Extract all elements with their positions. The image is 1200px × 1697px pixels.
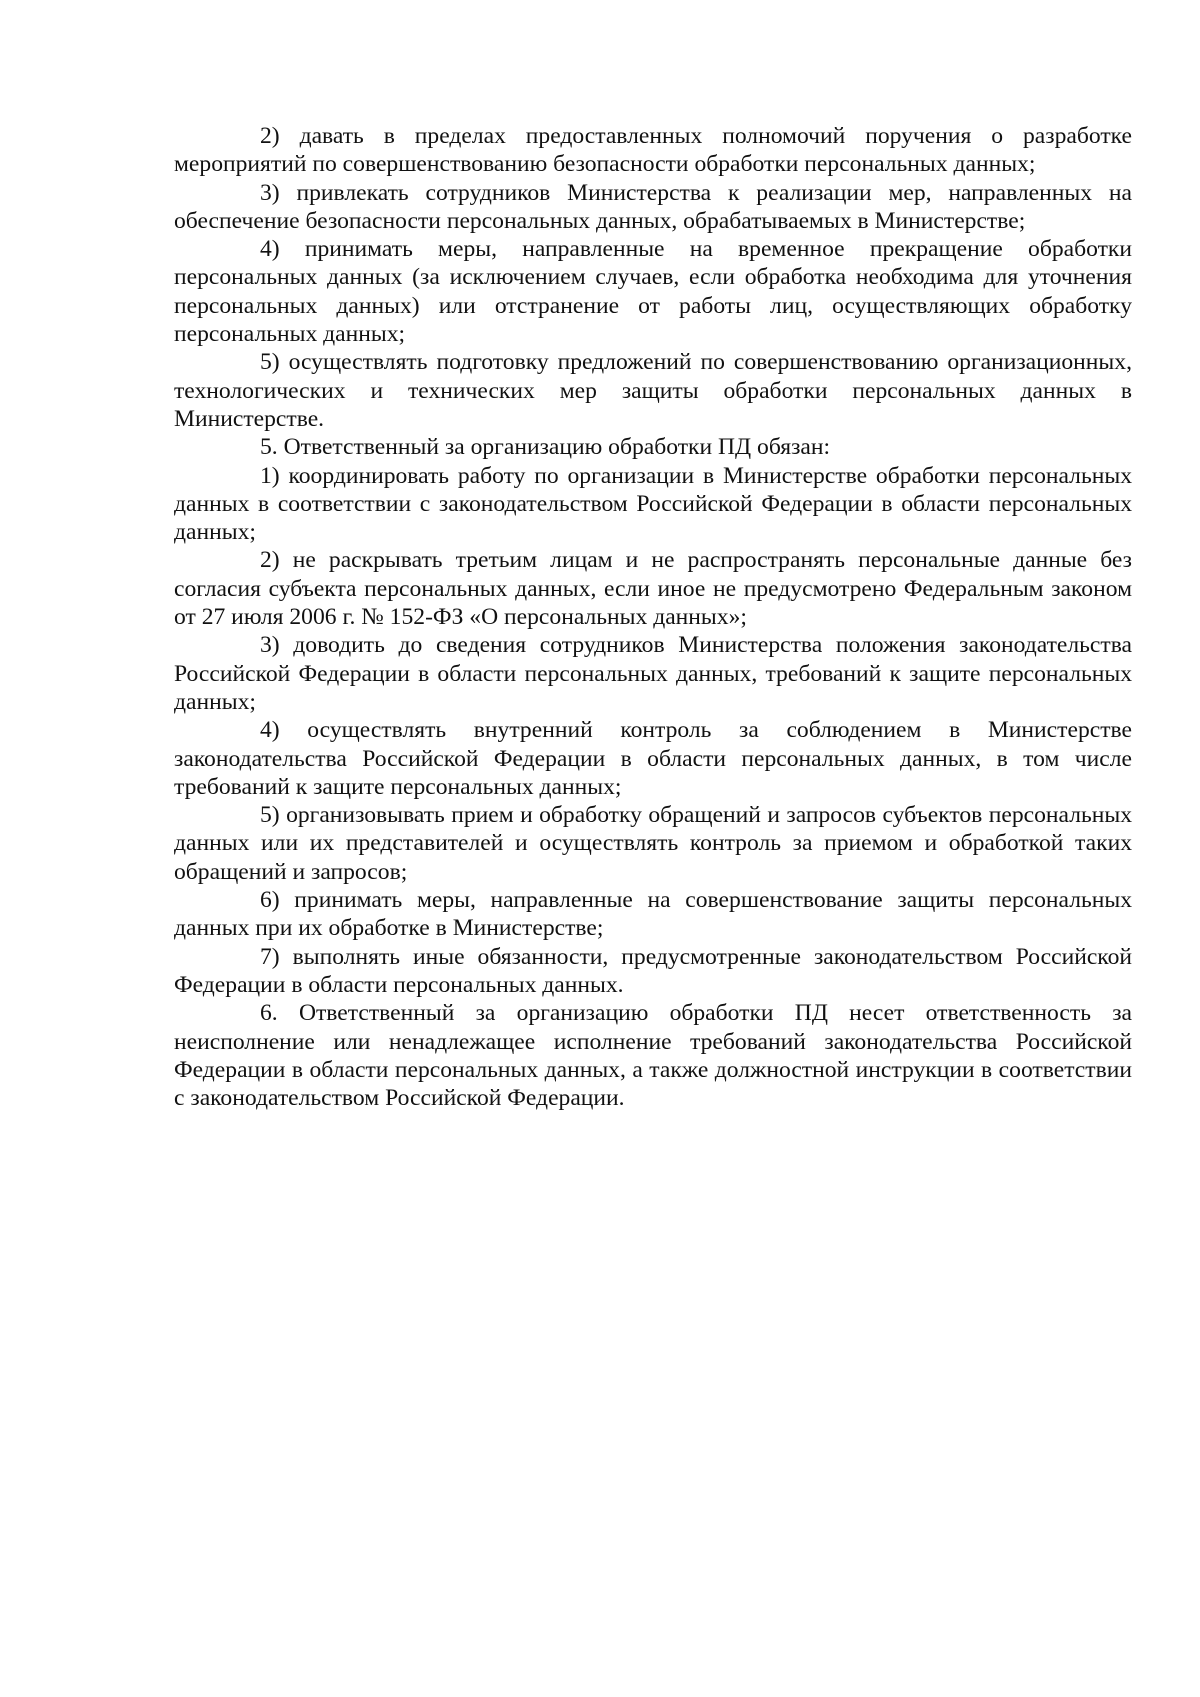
paragraph-duty-6-improve-protection: 6) принимать меры, направленные на совершенствование защиты персональных данных при их обработке в Министерстве; xyxy=(174,887,1132,942)
paragraph-duty-5-requests: 5) организовывать прием и обработку обращений и запросов субъектов персональных данных или их представителей и осуществлять контроль за приемом и обработкой таких обращений и запросов; xyxy=(174,802,1132,885)
paragraph-right-3-involve-staff: 3) привлекать сотрудников Министерства к реализации мер, направленных на обеспечение безопасности персональных данных, обрабатываемых в Министерстве; xyxy=(174,179,1132,234)
paragraph-duty-7-other-duties: 7) выполнять иные обязанности, предусмотренные законодательством Российской Федерации в области персональных данных. xyxy=(174,943,1132,998)
paragraph-duty-1-coordinate: 1) координировать работу по организации в Министерстве обработки персональных данных в соответствии с законодательством Российской Федерации в области персональных данных; xyxy=(174,462,1132,546)
paragraph-duty-3-inform-staff: 3) доводить до сведения сотрудников Министерства положения законодательства Российской Федерации в области персональных данных, требований к защите персональных данных; xyxy=(174,632,1132,715)
paragraph-right-2-orders: 2) давать в пределах предоставленных полномочий поручения о разработке мероприятий по совершенствованию безопасности обработки персональных данных; xyxy=(174,123,1132,178)
paragraph-right-5-proposals: 5) осуществлять подготовку предложений по совершенствованию организационных, технологических и технических мер защиты обработки персональных данных в Министерстве. xyxy=(174,349,1132,432)
section-5-heading: 5. Ответственный за организацию обработки ПД обязан: xyxy=(260,434,831,461)
document-page xyxy=(174,122,1132,1112)
paragraph-right-4-suspend-processing: 4) принимать меры, направленные на временное прекращение обработки персональных данных (за исключением случаев, если обработка необходима для уточнения персональных данных) или отстранение от работы лиц, осуществляющих обработку персональных данных; xyxy=(174,236,1132,348)
paragraph-duty-2-nondisclosure: 2) не раскрывать третьим лицам и не распространять персональные данные без согласия субъекта персональных данных, если иное не предусмотрено Федеральным законом от 27 июля 2006 г. № 152-ФЗ «О персональных данных»; xyxy=(174,547,1132,631)
section-6-responsibility: 6. Ответственный за организацию обработки ПД несет ответственность за неисполнение или ненадлежащее исполнение требований законодательства Российской Федерации в области персональных данных, а также должностной инструкции в соответствии с законодательством Российской Федерации. xyxy=(174,1000,1132,1112)
paragraph-duty-4-internal-control: 4) осуществлять внутренний контроль за соблюдением в Министерстве законодательства Российской Федерации в области персональных данных, в том числе требований к защите персональных данных; xyxy=(174,717,1132,800)
